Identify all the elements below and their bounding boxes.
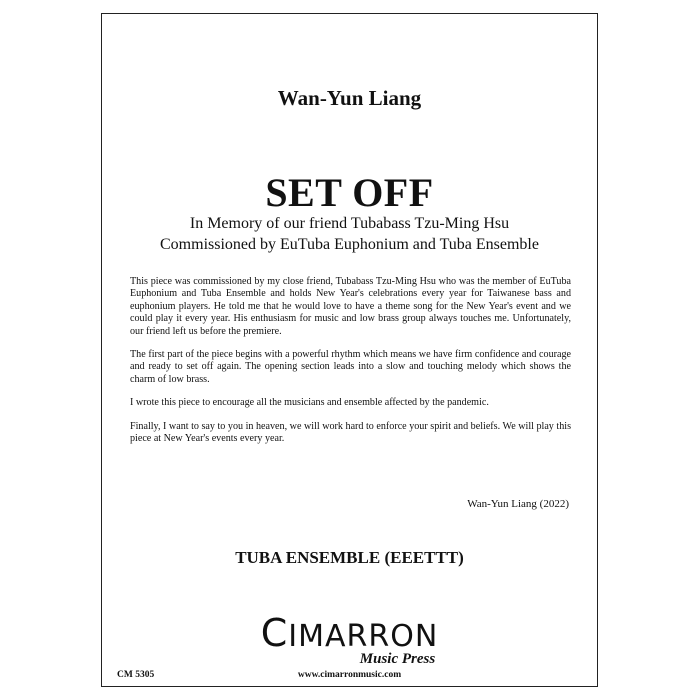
composer-name: Wan-Yun Liang	[277, 86, 422, 110]
commission-line: Commissioned by EuTuba Euphonium and Tuba Ensemble	[160, 236, 539, 253]
piece-title: SET OFF	[265, 170, 434, 215]
program-note-paragraph: The first part of the piece begins with a powerful rhythm which means we have firm confidence and courage and ready to set off again. The opening section leads into a slow and touching melody which shows the charm of low brass.	[130, 349, 571, 385]
logo-initial: C	[260, 611, 289, 655]
program-notes	[130, 276, 571, 456]
publisher-logo	[102, 611, 597, 655]
instrumentation: TUBA ENSEMBLE (EEETTT)	[235, 548, 464, 567]
catalog-number: CM 5305	[117, 670, 155, 680]
program-note-paragraph: Finally, I want to say to you in heaven, we will work hard to enforce your spirit and beliefs. We will play this piece at New Year's events every year.	[130, 420, 571, 445]
program-note-paragraph: This piece was commissioned by my close friend, Tubabass Tzu-Ming Hsu who was the member of EuTuba Euphonium and Tuba Ensemble and holds New Year's celebrations every year for Taiwanese bass and euphonium players. He told me that he would love to have a theme song for the New Year's event and we could play it every year. His enthusiasm for music and low brass group always touches me. Unfortunately, our friend left us before the premiere.	[130, 276, 571, 337]
logo-rest: IMARRON	[288, 619, 439, 654]
page-frame	[101, 13, 598, 687]
dedication-line: In Memory of our friend Tubabass Tzu-Ming Hsu	[189, 215, 510, 232]
composer-signature: Wan-Yun Liang (2022)	[467, 498, 569, 510]
publisher-website: www.cimarronmusic.com	[297, 670, 402, 680]
publisher-tagline: Music Press	[359, 651, 436, 667]
program-note-paragraph: I wrote this piece to encourage all the musicians and ensemble affected by the pandemic.	[130, 397, 489, 409]
